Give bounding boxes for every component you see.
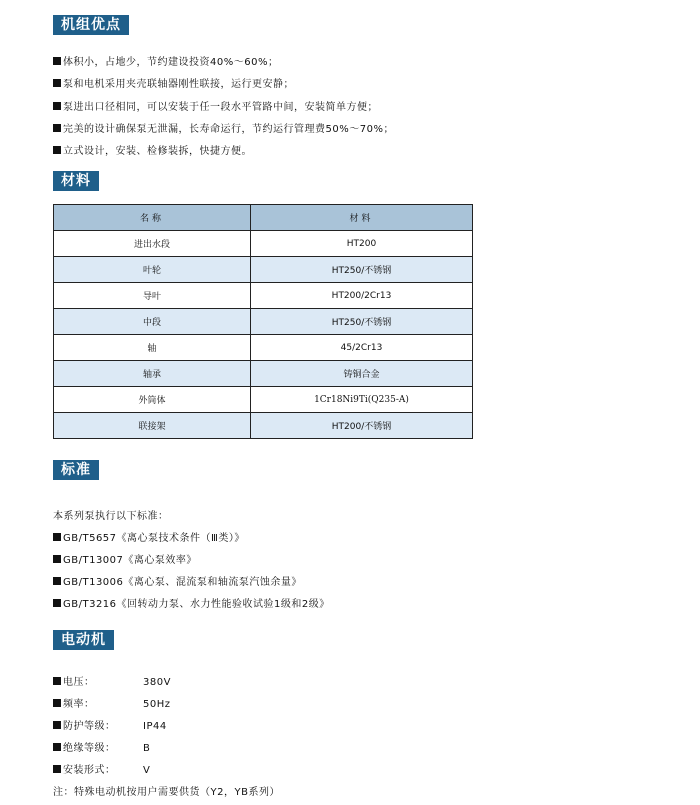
bullet-icon (53, 577, 61, 585)
bullet-icon (53, 124, 61, 132)
cell-part: 导叶 (54, 283, 251, 309)
motor-spec-insulation: 绝缘等级： B (53, 739, 150, 754)
advantage-item: 立式设计，安装、检修装拆，快捷方便。 (53, 142, 252, 157)
table-row (54, 283, 473, 309)
motor-spec-frequency: 频率： 50Hz (53, 695, 171, 710)
table-row (54, 231, 473, 257)
standards-intro: 本系列泵执行以下标准： (53, 511, 169, 522)
section-title-standards: 标准 (53, 460, 99, 480)
motor-spec-mounting: 安装形式： V (53, 761, 150, 776)
bullet-icon (53, 743, 61, 751)
motor-spec-protection: 防护等级： IP44 (53, 717, 167, 732)
motor-spec-voltage: 电压： 380V (53, 673, 171, 688)
cell-part: 外筒体 (54, 387, 251, 413)
advantage-item: 泵进出口径相同，可以安装于任一段水平管路中间，安装简单方便； (53, 98, 378, 113)
cell-material: 铸铜合金 (251, 361, 473, 387)
cell-material: 45/2Cr13 (251, 335, 473, 361)
bullet-icon (53, 146, 61, 154)
section-title-motor: 电动机 (53, 630, 114, 650)
table-row (54, 257, 473, 283)
bullet-icon (53, 765, 61, 773)
table-row (54, 387, 473, 413)
standard-item: GB/T13006《离心泵、混流泵和轴流泵汽蚀余量》 (53, 573, 302, 588)
advantage-item: 泵和电机采用夹壳联轴器刚性联接，运行更安静； (53, 75, 294, 90)
table-row (54, 309, 473, 335)
bullet-icon (53, 721, 61, 729)
standard-item: GB/T3216《回转动力泵、水力性能验收试验1级和2级》 (53, 595, 330, 610)
cell-material: HT200/不锈钢 (251, 413, 473, 439)
standard-item: GB/T13007《离心泵效率》 (53, 551, 197, 566)
bullet-icon (53, 555, 61, 563)
section-title-materials: 材料 (53, 171, 99, 191)
table-row (54, 413, 473, 439)
cell-part: 中段 (54, 309, 251, 335)
motor-note: 注：特殊电动机按用户需要供货（Y2，YB系列） (53, 787, 280, 798)
bullet-icon (53, 533, 61, 541)
bullet-icon (53, 677, 61, 685)
cell-material: HT200 (251, 231, 473, 257)
cell-part: 联接架 (54, 413, 251, 439)
standard-item: GB/T5657《离心泵技术条件（Ⅲ类）》 (53, 529, 245, 544)
materials-table (53, 204, 473, 439)
table-header-row (54, 205, 473, 231)
bullet-icon (53, 102, 61, 110)
cell-material: HT200/2Cr13 (251, 283, 473, 309)
cell-material: HT250/不锈钢 (251, 309, 473, 335)
header-name: 名称 (54, 205, 251, 231)
bullet-icon (53, 57, 61, 65)
cell-part: 轴 (54, 335, 251, 361)
advantage-item: 体积小，占地少，节约建设投资40%～60%； (53, 53, 278, 68)
bullet-icon (53, 599, 61, 607)
header-material: 材料 (251, 205, 473, 231)
cell-material: HT250/不锈钢 (251, 257, 473, 283)
advantage-item: 完美的设计确保泵无泄漏，长寿命运行，节约运行管理费50%～70%； (53, 120, 394, 135)
bullet-icon (53, 699, 61, 707)
cell-part: 叶轮 (54, 257, 251, 283)
cell-part: 轴承 (54, 361, 251, 387)
cell-part: 进出水段 (54, 231, 251, 257)
section-title-advantages: 机组优点 (53, 15, 129, 35)
bullet-icon (53, 79, 61, 87)
cell-material: 1Cr18Ni9Ti(Q235-A) (251, 387, 473, 413)
table-row (54, 361, 473, 387)
table-row (54, 335, 473, 361)
